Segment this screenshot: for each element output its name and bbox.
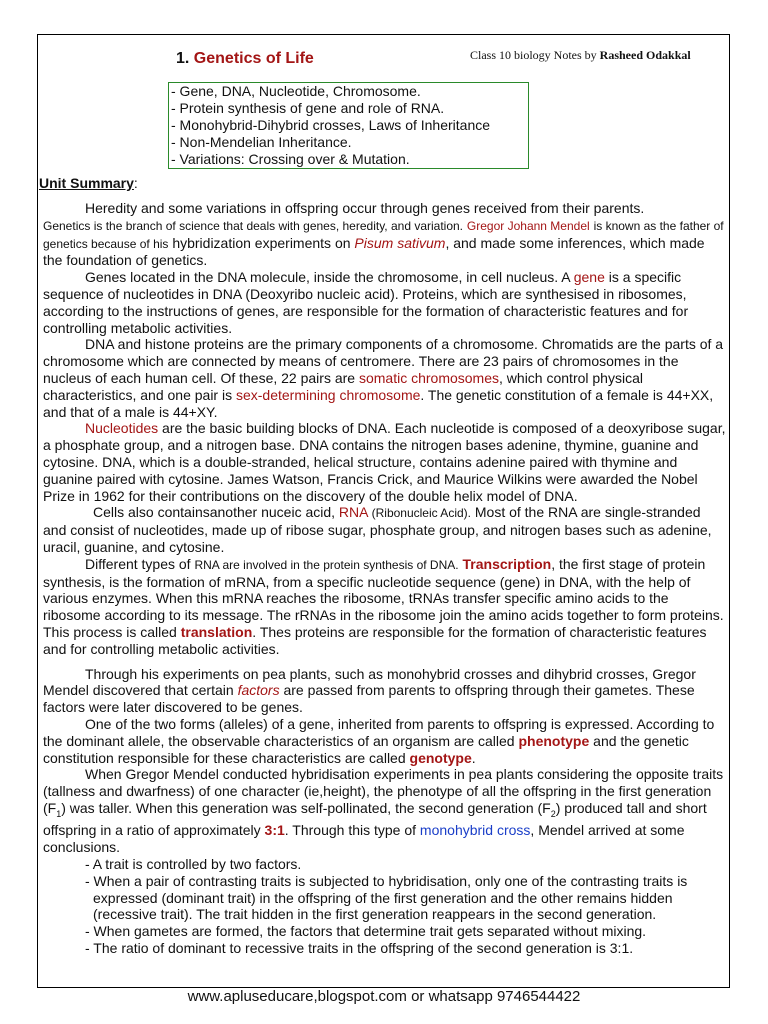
summary-body — [43, 200, 727, 957]
paragraph: One of the two forms (alleles) of a gene, inherited from parents to offspring is expressed. According to the dominant allele, the observable characteristics of an organism are called phenotype and the genetic constitution responsible for these characteristics are called genotype. — [43, 715, 715, 766]
list-item: - The ratio of dominant to recessive traits in the offspring of the second generation is 3:1. — [85, 940, 634, 957]
author-credit: Class 10 biology Notes by Rasheed Odakkal — [470, 48, 691, 62]
page-title: 1. Genetics of Life — [176, 50, 314, 67]
list-item: - When a pair of contrasting traits is subjected to hybridisation, only one of the contrasting traits is expressed (dominant trait) in the offspring of the first generation and the other remains hidden (recessive trait). The trait hidden in the first generation reappears in the second generation. — [85, 872, 688, 923]
footer-contact: www.apluseducare,blogspot.com or whatsapp 9746544422 — [187, 988, 581, 1005]
paragraph: Heredity and some variations in offspring occur through genes received from their parents. Genetics is the branch of science that deals with genes, heredity, and variation. Gregor Johann Mendel is known as the father of genetics because of his hybridization experiments on Pisum sativum, and made some inferences, which made the foundation of genetics. — [43, 200, 724, 269]
paragraph: Nucleotides are the basic building blocks of DNA. Each nucleotide is composed of a deoxyribose sugar, a phosphate group, and a nitrogen base. DNA contains the nitrogen bases adenine, thymine, guanine and cytosine. DNA, which is a double-stranded, helical structure, contains adenine paired with thymine and guanine paired with cytosine. James Watson, Francis Crick, and Maurice Wilkins were awarded the Nobel Prize in 1962 for their contributions on the discovery of the double helix model of DNA. — [43, 420, 726, 504]
topic-item: - Monohybrid-Dihybrid crosses, Laws of Inheritance — [171, 117, 491, 133]
topic-item: - Protein synthesis of gene and role of RNA. — [171, 100, 445, 116]
list-item: - A trait is controlled by two factors. — [85, 856, 302, 873]
conclusion-list — [43, 856, 727, 957]
section-heading: Unit Summary: — [39, 175, 138, 191]
topic-item: - Gene, DNA, Nucleotide, Chromosome. — [171, 83, 421, 99]
paragraph: When Gregor Mendel conducted hybridisation experiments in pea plants considering the opposite traits (tallness and dwarfness) of one character (ie,height), the phenotype of all the offspring in the first generation $(F_1)$ was taller. When this generation was self-pollinated, the second generation $(F_2)$ produced tall and short offspring in a ratio of approximately 3:1. Through this type of monohybrid cross, Mendel arrived at some conclusions. — [43, 766, 724, 856]
topic-item: - Non-Mendelian Inheritance. — [171, 134, 352, 150]
paragraph: DNA and histone proteins are the primary components of a chromosome. Chromatids are the parts of a chromosome which are connected by means of centromere. There are 23 pairs of chromosomes in the nucleus of each human cell. Of these, 22 pairs are somatic chromosomes, which control physical characteristics, and one pair is sex-determining chromosome. The genetic constitution of a female is 44+XX, and that of a male is 44+XY. — [43, 336, 724, 420]
paragraph: Cells also containsanother nuceic acid, RNA (Ribonucleic Acid). Most of the RNA are single-stranded and consist of nucleotides, made up of ribose sugar, phosphate group, and nitrogen bases such as adenine, uracil, guanine, and cytosine. — [43, 504, 712, 555]
topic-item: - Variations: Crossing over & Mutation. — [171, 151, 410, 167]
paragraph: Through his experiments on pea plants, such as monohybrid crosses and dihybrid crosses, Gregor Mendel discovered that certain factors are passed from parents to offspring through their gametes. These factors were later discovered to be genes. — [43, 665, 696, 716]
paragraph: Genes located in the DNA molecule, inside the chromosome, in cell nucleus. A gene is a specific sequence of nucleotides in DNA (Deoxyribo nucleic acid). Proteins, which are synthesised in ribosomes, according to the instructions of genes, are responsible for the formation of characteristic features and for controlling metabolic activities. — [43, 269, 689, 336]
topics-box — [168, 82, 529, 169]
list-item: - When gametes are formed, the factors that determine trait gets separated without mixing. — [85, 923, 647, 940]
paragraph: Different types of RNA are involved in the protein synthesis of DNA. Transcription, the first stage of protein synthesis, is the formation of mRNA, from a specific nucleotide sequence (gene) in DNA, with the help of various enzymes. When this mRNA reaches the ribosome, tRNAs transfer specific amino acids to the ribosome according to its message. The rRNAs in the ribosome join the amino acids together to form proteins. This process is called translation. Thes proteins are responsible for the formation of characteristic features and for controlling metabolic activities. — [43, 555, 724, 657]
